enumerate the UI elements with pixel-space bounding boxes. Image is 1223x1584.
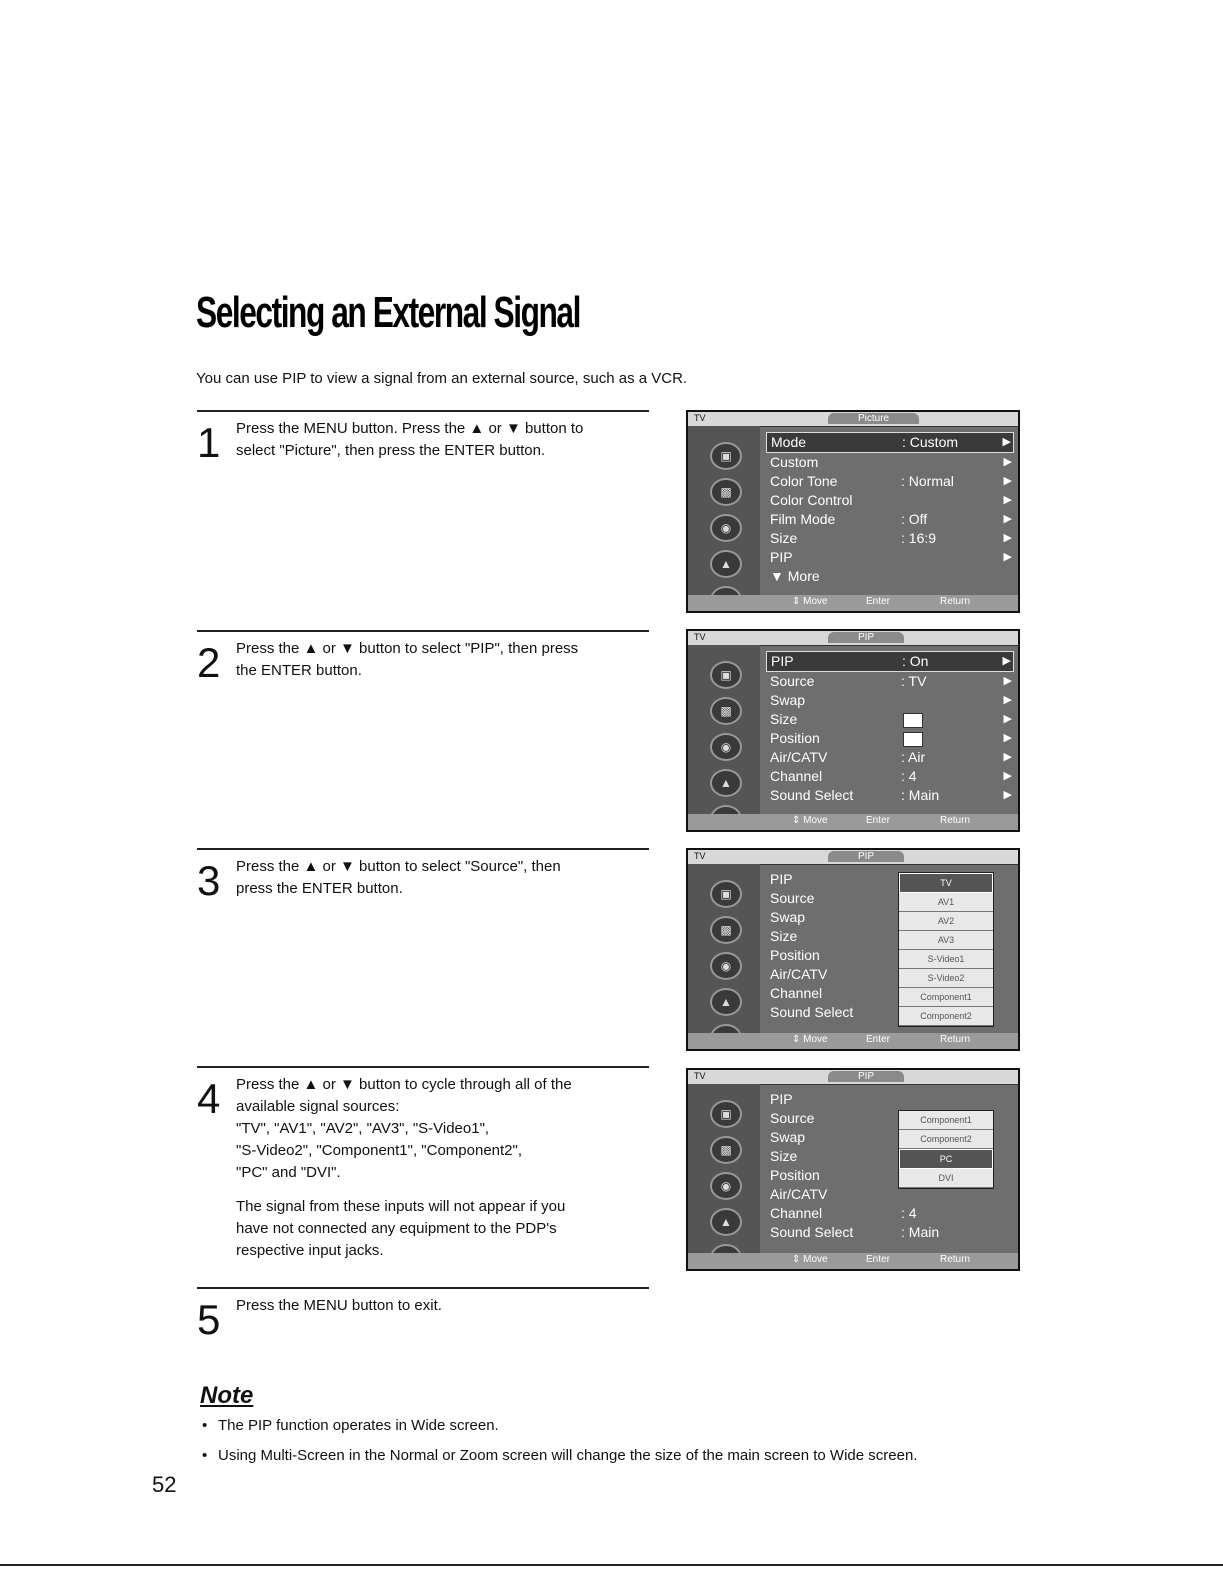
note-item: • The PIP function operates in Wide screen. xyxy=(202,1415,1002,1437)
menu-item-label: Source xyxy=(770,1110,815,1126)
osd-brand: TV xyxy=(694,413,706,423)
menu-item-pip[interactable] xyxy=(766,651,1014,672)
step-number: 1 xyxy=(197,419,221,466)
arrow-right-icon: ▶ xyxy=(1003,713,1012,725)
source-option[interactable]: Component2 xyxy=(899,1130,993,1149)
menu-item-label: PIP xyxy=(770,549,793,565)
osd-footer xyxy=(688,1253,1018,1269)
menu-item-label: Size xyxy=(770,530,798,546)
menu-item-label: Position xyxy=(770,1167,820,1183)
menu-item-value: : Off xyxy=(901,511,928,527)
menu-item-label: Color Control xyxy=(770,492,853,508)
menu-item-label: Swap xyxy=(770,1129,806,1145)
menu-item-color-tone[interactable] xyxy=(766,472,1014,491)
arrow-right-icon: ▶ xyxy=(1003,789,1012,801)
osd-sidebar xyxy=(688,1084,760,1253)
menu-item-label: PIP xyxy=(770,1091,793,1107)
step-line: Press the MENU button to exit. xyxy=(236,1297,442,1314)
arrow-right-icon: ▶ xyxy=(1003,751,1012,763)
step-line: Press the ▲ or ▼ button to select "PIP", then press xyxy=(236,640,579,657)
menu-item-label: Source xyxy=(770,673,815,689)
menu-item-label: Sound Select xyxy=(770,1004,854,1020)
footer-enter: Enter xyxy=(866,1034,890,1045)
menu-item-channel[interactable] xyxy=(766,767,1014,786)
arrow-right-icon: ▶ xyxy=(1003,456,1012,468)
step-line: Press the ▲ or ▼ button to select "Source", then xyxy=(236,858,561,875)
sound-icon: ◉ xyxy=(710,1172,742,1200)
arrow-right-icon: ▶ xyxy=(1003,770,1012,782)
menu-item-value: : 4 xyxy=(901,768,917,784)
step-line: respective input jacks. xyxy=(236,1242,384,1259)
arrow-right-icon: ▶ xyxy=(1002,436,1011,448)
input-icon: ▣ xyxy=(710,880,742,908)
position-preview-icon xyxy=(903,732,923,747)
menu-item-more[interactable] xyxy=(766,567,1014,586)
page-title: Selecting an External Signal xyxy=(196,288,580,337)
osd-screen-pip-source-cycle xyxy=(686,1068,1020,1271)
osd-screen-pip-source xyxy=(686,848,1020,1051)
sound-icon: ◉ xyxy=(710,514,742,542)
menu-item-label: Mode xyxy=(771,434,807,450)
menu-item-label: Swap xyxy=(770,909,806,925)
menu-item-label: ▼ More xyxy=(770,568,820,584)
step-line: "TV", "AV1", "AV2", "AV3", "S-Video1", xyxy=(236,1120,490,1137)
osd-footer xyxy=(688,595,1018,611)
footer-move: ⇕ Move xyxy=(792,815,828,826)
source-option[interactable]: Component2 xyxy=(899,1007,993,1026)
menu-item-label: Size xyxy=(770,1148,798,1164)
osd-topbar xyxy=(688,850,1018,865)
source-option[interactable]: DVI xyxy=(899,1169,993,1188)
step-line: Press the MENU button. Press the ▲ or ▼ button to xyxy=(236,420,584,437)
channel-icon: ▲ xyxy=(710,988,742,1016)
note-heading: Note xyxy=(200,1382,254,1409)
source-option[interactable]: TV xyxy=(899,873,993,893)
step-number: 3 xyxy=(197,857,221,904)
menu-item-label: Position xyxy=(770,730,820,746)
step-line: Press the ▲ or ▼ button to cycle through all of the xyxy=(236,1076,572,1093)
footer-enter: Enter xyxy=(866,815,890,826)
source-dropdown[interactable] xyxy=(898,1110,994,1189)
osd-menu-title: PIP xyxy=(828,632,904,643)
step-3 xyxy=(197,848,649,1050)
step-text xyxy=(236,856,636,900)
menu-item-pip[interactable] xyxy=(766,1090,1014,1109)
menu-item-label: Channel xyxy=(770,768,823,784)
arrow-right-icon: ▶ xyxy=(1003,694,1012,706)
menu-item-label: Air/CATV xyxy=(770,1186,828,1202)
step-text xyxy=(236,418,636,462)
osd-menu xyxy=(766,432,1014,586)
menu-item-size[interactable] xyxy=(766,710,1014,729)
osd-sidebar xyxy=(688,426,760,595)
channel-icon: ▲ xyxy=(710,550,742,578)
arrow-right-icon: ▶ xyxy=(1002,655,1011,667)
osd-menu-title: PIP xyxy=(828,851,904,862)
osd-menu-title: Picture xyxy=(828,413,919,424)
osd-sidebar xyxy=(688,864,760,1033)
source-option[interactable]: AV3 xyxy=(899,931,993,950)
step-line: The signal from these inputs will not appear if you xyxy=(236,1198,566,1215)
menu-item-label: Swap xyxy=(770,692,806,708)
step-5 xyxy=(197,1287,649,1349)
osd-brand: TV xyxy=(694,632,706,642)
note-item: • Using Multi-Screen in the Normal or Zoom screen will change the size of the main screen to Wide screen. xyxy=(202,1445,1002,1467)
osd-footer xyxy=(688,814,1018,830)
footer-enter: Enter xyxy=(866,596,890,607)
arrow-right-icon: ▶ xyxy=(1003,732,1012,744)
menu-item-label: Source xyxy=(770,890,815,906)
menu-item-source[interactable] xyxy=(766,672,1014,691)
menu-item-label: Sound Select xyxy=(770,1224,854,1240)
menu-item-value: : Air xyxy=(901,749,926,765)
osd-screen-picture xyxy=(686,410,1020,613)
menu-item-value: : Normal xyxy=(901,473,954,489)
menu-item-pip[interactable] xyxy=(766,548,1014,567)
menu-item-air-catv[interactable] xyxy=(766,748,1014,767)
menu-item-position[interactable] xyxy=(766,729,1014,748)
arrow-right-icon: ▶ xyxy=(1003,551,1012,563)
arrow-right-icon: ▶ xyxy=(1003,475,1012,487)
step-1 xyxy=(197,410,649,612)
input-icon: ▣ xyxy=(710,1100,742,1128)
sound-icon: ◉ xyxy=(710,952,742,980)
step-2 xyxy=(197,630,649,832)
footer-return: Return xyxy=(940,1034,971,1045)
menu-item-size[interactable] xyxy=(766,529,1014,548)
footer-move: ⇕ Move xyxy=(792,596,828,607)
footer-move: ⇕ Move xyxy=(792,1254,828,1265)
footer-return: Return xyxy=(940,815,971,826)
step-line: select "Picture", then press the ENTER button. xyxy=(236,442,546,459)
source-option[interactable]: S-Video1 xyxy=(899,950,993,969)
step-text xyxy=(236,638,636,682)
source-option[interactable]: AV2 xyxy=(899,912,993,931)
menu-item-channel[interactable] xyxy=(766,1204,1014,1223)
menu-item-value: : 4 xyxy=(901,1205,917,1221)
menu-item-sound-select[interactable] xyxy=(766,786,1014,805)
menu-item-custom[interactable] xyxy=(766,453,1014,472)
menu-item-label: Sound Select xyxy=(770,787,854,803)
arrow-right-icon: ▶ xyxy=(1003,675,1012,687)
menu-item-value: : Custom xyxy=(902,434,959,450)
footer-rule xyxy=(0,1564,1223,1566)
osd-brand: TV xyxy=(694,1071,706,1081)
sound-icon: ◉ xyxy=(710,733,742,761)
picture-icon: ▩ xyxy=(710,916,742,944)
menu-item-label: Size xyxy=(770,711,798,727)
arrow-right-icon: ▶ xyxy=(1003,532,1012,544)
menu-item-value: : 16:9 xyxy=(901,530,937,546)
footer-move: ⇕ Move xyxy=(792,1034,828,1045)
step-line: "S-Video2", "Component1", "Component2", xyxy=(236,1142,523,1159)
channel-icon: ▲ xyxy=(710,769,742,797)
source-dropdown[interactable] xyxy=(898,872,994,1027)
arrow-right-icon: ▶ xyxy=(1003,513,1012,525)
source-option[interactable]: AV1 xyxy=(899,893,993,912)
osd-sidebar xyxy=(688,645,760,814)
osd-topbar xyxy=(688,412,1018,427)
menu-item-label: Custom xyxy=(770,454,819,470)
osd-topbar xyxy=(688,631,1018,646)
step-line: have not connected any equipment to the PDP's xyxy=(236,1220,557,1237)
osd-menu xyxy=(766,651,1014,805)
menu-item-label: Position xyxy=(770,947,820,963)
menu-item-label: Size xyxy=(770,928,798,944)
osd-menu-title: PIP xyxy=(828,1071,904,1082)
menu-item-value: : On xyxy=(902,653,929,669)
menu-item-color-control[interactable] xyxy=(766,491,1014,510)
menu-item-value: : TV xyxy=(901,673,927,689)
menu-item-label: PIP xyxy=(771,653,794,669)
source-option[interactable]: Component1 xyxy=(899,988,993,1007)
step-number: 4 xyxy=(197,1075,221,1122)
step-4 xyxy=(197,1066,649,1278)
menu-item-swap[interactable] xyxy=(766,691,1014,710)
size-preview-icon xyxy=(903,713,923,728)
step-line: press the ENTER button. xyxy=(236,880,403,897)
menu-item-value: : Main xyxy=(901,1224,940,1240)
input-icon: ▣ xyxy=(710,442,742,470)
menu-item-label: Air/CATV xyxy=(770,749,828,765)
step-number: 2 xyxy=(197,639,221,686)
footer-return: Return xyxy=(940,1254,971,1265)
osd-footer xyxy=(688,1033,1018,1049)
step-number: 5 xyxy=(197,1296,221,1343)
picture-icon: ▩ xyxy=(710,478,742,506)
picture-icon: ▩ xyxy=(710,1136,742,1164)
menu-item-label: Air/CATV xyxy=(770,966,828,982)
menu-item-label: Channel xyxy=(770,1205,823,1221)
input-icon: ▣ xyxy=(710,661,742,689)
osd-brand: TV xyxy=(694,851,706,861)
source-option[interactable]: PC xyxy=(899,1149,993,1169)
menu-item-film-mode[interactable] xyxy=(766,510,1014,529)
step-line: the ENTER button. xyxy=(236,662,362,679)
step-text xyxy=(236,1295,636,1317)
osd-screen-pip xyxy=(686,629,1020,832)
menu-item-label: PIP xyxy=(770,871,793,887)
note-list xyxy=(202,1415,1002,1475)
intro-text: You can use PIP to view a signal from an external source, such as a VCR. xyxy=(196,370,688,387)
menu-item-label: Film Mode xyxy=(770,511,836,527)
picture-icon: ▩ xyxy=(710,697,742,725)
menu-item-sound-select[interactable] xyxy=(766,1223,1014,1242)
page-number: 52 xyxy=(152,1472,177,1497)
arrow-right-icon: ▶ xyxy=(1003,494,1012,506)
menu-item-mode[interactable] xyxy=(766,432,1014,453)
source-option[interactable]: S-Video2 xyxy=(899,969,993,988)
source-option[interactable]: Component1 xyxy=(899,1111,993,1130)
step-line: available signal sources: xyxy=(236,1098,400,1115)
footer-return: Return xyxy=(940,596,971,607)
menu-item-label: Color Tone xyxy=(770,473,838,489)
osd-topbar xyxy=(688,1070,1018,1085)
footer-enter: Enter xyxy=(866,1254,890,1265)
step-text xyxy=(236,1074,636,1274)
step-line: "PC" and "DVI". xyxy=(236,1164,341,1181)
channel-icon: ▲ xyxy=(710,1208,742,1236)
menu-item-label: Channel xyxy=(770,985,823,1001)
menu-item-value: : Main xyxy=(901,787,940,803)
